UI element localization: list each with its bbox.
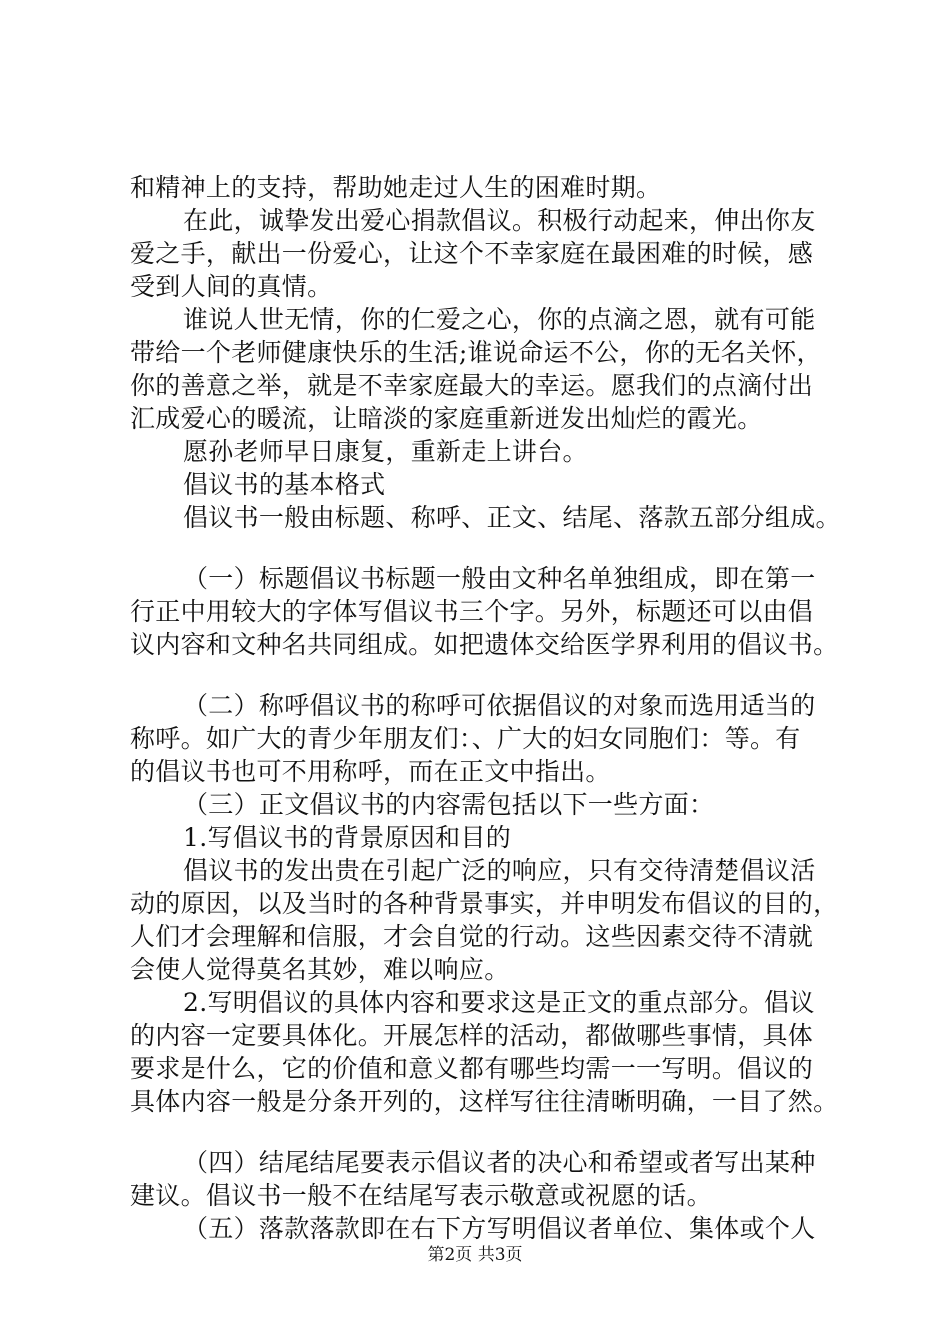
paragraph-line: 的内容一定要具体化。开展怎样的活动，都做哪些事情，具体 (130, 1021, 814, 1050)
paragraph-line: 倡议书一般由标题、称呼、正文、结尾、落款五部分组成。 (183, 503, 841, 532)
paragraph-line: 你的善意之举，就是不幸家庭最大的幸运。愿我们的点滴付出 (130, 371, 814, 400)
paragraph-line: （四）结尾结尾要表示倡议者的决心和希望或者写出某种 (183, 1148, 816, 1177)
paragraph-line: 会使人觉得莫名其妙，难以响应。 (130, 955, 510, 984)
paragraph-line: 具体内容一般是分条开列的，这样写往往清晰明确，一目了然。 (130, 1087, 839, 1116)
paragraph-line: 受到人间的真情。 (130, 272, 333, 301)
paragraph-line: 的倡议书也可不用称呼，而在正文中指出。 (130, 757, 611, 786)
paragraph-line: 人们才会理解和信服，才会自觉的行动。这些因素交待不清就 (130, 922, 814, 951)
paragraph-line: （五）落款落款即在右下方写明倡议者单位、集体或个人 (183, 1214, 816, 1243)
paragraph-line: 1.写倡议书的背景原因和目的 (183, 823, 512, 852)
paragraph-line: 和精神上的支持，帮助她走过人生的困难时期。 (130, 173, 662, 202)
paragraph-line: 要求是什么，它的价值和意义都有哪些均需一一写明。倡议的 (130, 1054, 814, 1083)
paragraph-line: 爱之手，献出一份爱心，让这个不幸家庭在最困难的时候，感 (130, 239, 814, 268)
paragraph-line: 议内容和文种名共同组成。如把遗体交给医学界利用的倡议书。 (130, 630, 839, 659)
paragraph-line: 汇成爱心的暖流，让暗淡的家庭重新迸发出灿烂的霞光。 (130, 404, 763, 433)
paragraph-line: 行正中用较大的字体写倡议书三个字。另外，标题还可以由倡 (130, 597, 814, 626)
section-heading: 倡议书的基本格式 (183, 470, 386, 499)
paragraph-line: 动的原因，以及当时的各种背景事实，并申明发布倡议的目的， (130, 889, 839, 918)
paragraph-line: 在此，诚挚发出爱心捐款倡议。积极行动起来，伸出你友 (183, 206, 816, 235)
paragraph-line: 建议。倡议书一般不在结尾写表示敬意或祝愿的话。 (130, 1181, 712, 1210)
paragraph-line: （一）标题倡议书标题一般由文种名单独组成，即在第一 (183, 564, 816, 593)
paragraph-line: （三）正文倡议书的内容需包括以下一些方面： (183, 790, 715, 819)
paragraph-line: 2.写明倡议的具体内容和要求这是正文的重点部分。倡议 (183, 988, 815, 1017)
paragraph-line: 愿孙老师早日康复，重新走上讲台。 (183, 437, 588, 466)
paragraph-line: 谁说人世无情，你的仁爱之心，你的点滴之恩，就有可能 (183, 305, 816, 334)
page-number: 第2页 共3页 (427, 1245, 523, 1265)
paragraph-line: （二）称呼倡议书的称呼可依据倡议的对象而选用适当的 (183, 691, 816, 720)
paragraph-line: 倡议书的发出贵在引起广泛的响应，只有交待清楚倡议活 (183, 856, 816, 885)
paragraph-line: 带给一个老师健康快乐的生活;谁说命运不公，你的无名关怀， (130, 338, 822, 367)
paragraph-line: 称呼。如广大的青少年朋友们：、广大的妇女同胞们：等。有 (130, 724, 801, 753)
